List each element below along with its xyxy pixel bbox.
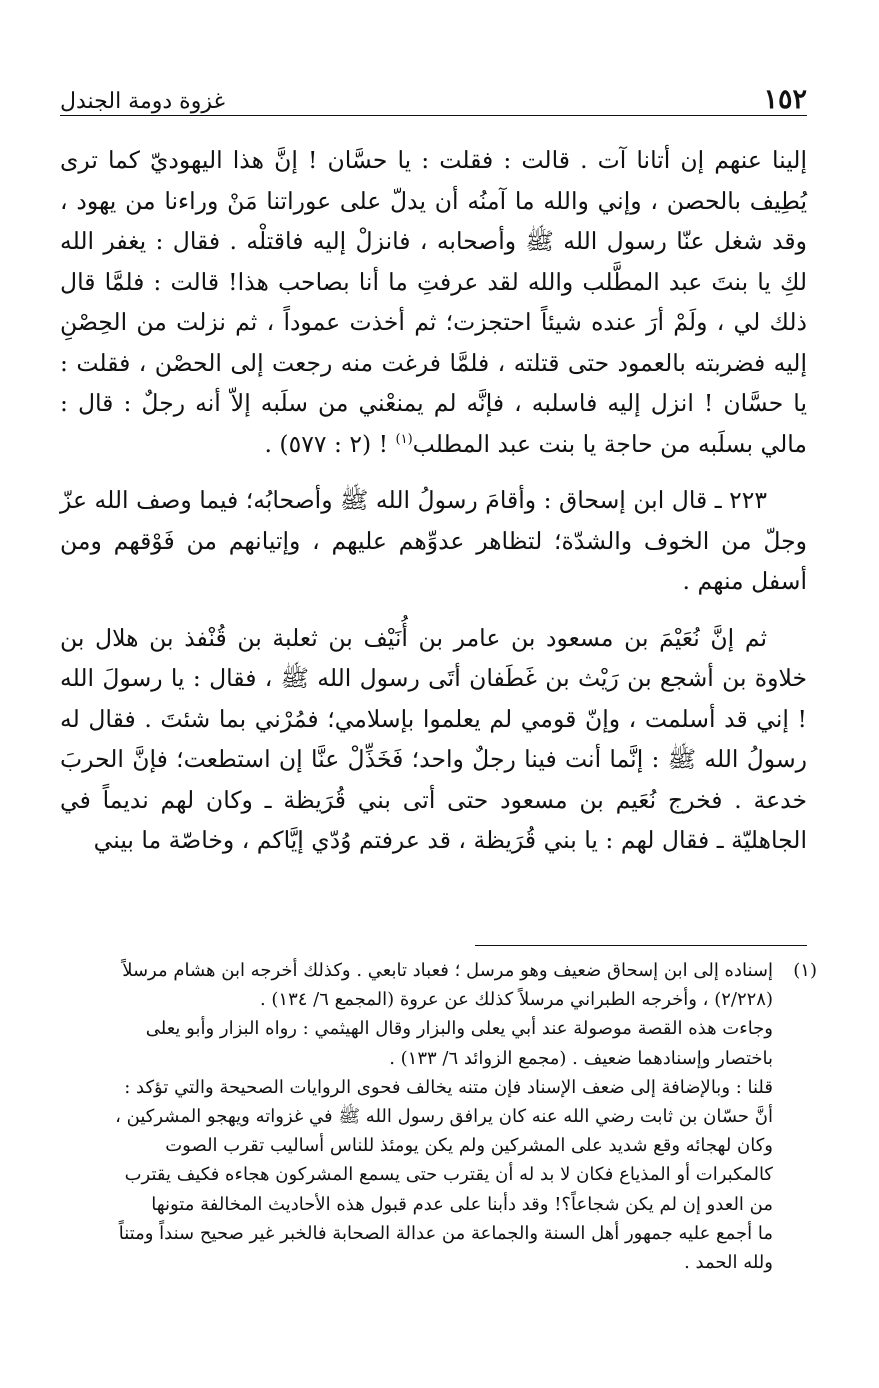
paragraph-2: ٢٢٣ ـ قال ابن إسحاق : وأقامَ رسولُ الله ﷺ وأصحابُه؛ فيما وصف الله عزّ وجلّ من الخوف والشدّة؛ لتظاهر عدوِّهم عليهم ، وإتيانهم من فَوْقهم ومن أسفل منهم . — [60, 486, 807, 595]
footnote-line: (٢/٢٢٨) ، وأخرجه الطبراني مرسلاً كذلك عن عروة (المجمع ٦/ ١٣٤) . — [259, 989, 773, 1011]
main-text — [60, 140, 807, 861]
footnote-line: ما أجمع عليه جمهور أهل السنة والجماعة من عدالة الصحابة فالخبر غير صحيح سنداً ومتناً — [118, 1222, 773, 1244]
paragraph-3: ثم إنَّ نُعَيْمَ بن مسعود بن عامر بن أُنَيْف بن ثعلبة بن قُنْفذ بن هلال بن خلاوة بن أشجع بن رَيْث بن غَطَفان أتَى رسول الله ﷺ ، فقال : يا رسولَ الله ! إني قد أسلمت ، وإنّ قومي لم يعلموا بإسلامي؛ فمُرْني بما شئتَ . فقال له رسولُ الله ﷺ : إنَّما أنت فينا رجلٌ واحد؛ فَخَذِّلْ عنَّا إن استطعت؛ فإنَّ الحربَ خدعة . فخرج نُعَيم بن مسعود حتى أتى بني قُرَيظة ـ وكان لهم نديماً في الجاهليّة ـ فقال لهم : يا بني قُرَيظة ، قد عرفتم وُدّي إيَّاكم ، وخاصّة ما بيني — [60, 623, 807, 854]
source-citation: ! (٢ : ٥٧٧) . — [264, 429, 389, 458]
footnote-line: وكان لهجائه وقع شديد على المشركين ولم يكن يومئذ للناس أساليب تقرب الصوت — [165, 1135, 773, 1157]
footnotes — [60, 956, 817, 1277]
page-header — [60, 82, 807, 116]
footnote-line: من العدو إن لم يكن شجاعاً؟! وقد دأبنا على عدم قبول هذه الأحاديث المخالفة متونها — [151, 1193, 773, 1215]
footnote-body — [60, 956, 773, 1277]
footnote-line: كالمكبرات أو المذياع فكان لا بد له أن يقترب حتى يسمع المشركون هجاءه فكيف يقترب — [124, 1164, 773, 1186]
footnote-divider — [475, 945, 807, 946]
footnote-marker: (١) — [793, 960, 817, 981]
paragraph-1 — [60, 140, 807, 464]
footnote-line: باختصار وإسنادهما ضعيف . (مجمع الزوائد ٦/ ١٣٣) . — [389, 1047, 773, 1069]
footnote-line: أنَّ حسّان بن ثابت رضي الله عنه كان يرافق رسول الله ﷺ في غزواته ويهجو المشركين ، — [115, 1106, 773, 1128]
footnote-line: قلنا : وبالإضافة إلى ضعف الإسناد فإن متنه يخالف فحوى الروايات الصحيحة والتي تؤكد : — [124, 1076, 773, 1098]
footnote-line: وجاءت هذه القصة موصولة عند أبي يعلى والبزار وقال الهيثمي : رواه البزار وأبو يعلى — [145, 1018, 773, 1040]
running-title: غزوة دومة الجندل — [60, 89, 225, 114]
footnote-reference[interactable]: (١) — [395, 431, 413, 447]
page-number: ١٥٢ — [763, 84, 807, 115]
paragraph-1-text: إلينا عنهم إن أتانا آت . قالت : فقلت : يا حسَّان ! إنَّ هذا اليهوديّ كما ترى يُطِيف بالحصن ، وإني والله ما آمنُه أن يدلّ على عوراتنا مَنْ وراءنا من يهود ، وقد شغل عنّا رسول الله ﷺ وأصحابه ، فانزلْ إليه فاقتلْه . فقال : يغفر الله لكِ يا بنتَ عبد المطَّلب والله لقد عرفتِ ما أنا بصاحب هذا! قالت : فلمَّا قال ذلك لي ، ولَمْ أرَ عنده شيئاً احتجزت؛ ثم أخذت عموداً ، ثم نزلت من الحِصْنِ إليه فضربته بالعمود حتى قتلته ، فلمَّا فرغت منه رجعت إلى الحصْن ، فقلت : يا حسَّان ! انزل إليه فاسلبه ، فإنَّه لم يمنعْني من سلَبه إلاّ أنه رجلٌ : قال : مالي بسلَبه من حاجة يا بنت عبد المطلب — [60, 146, 807, 458]
footnote-line: ولله الحمد . — [684, 1252, 773, 1274]
footnote-line: إسناده إلى ابن إسحاق ضعيف وهو مرسل ؛ فعباد تابعي . وكذلك أخرجه ابن هشام مرسلاً — [122, 960, 773, 981]
